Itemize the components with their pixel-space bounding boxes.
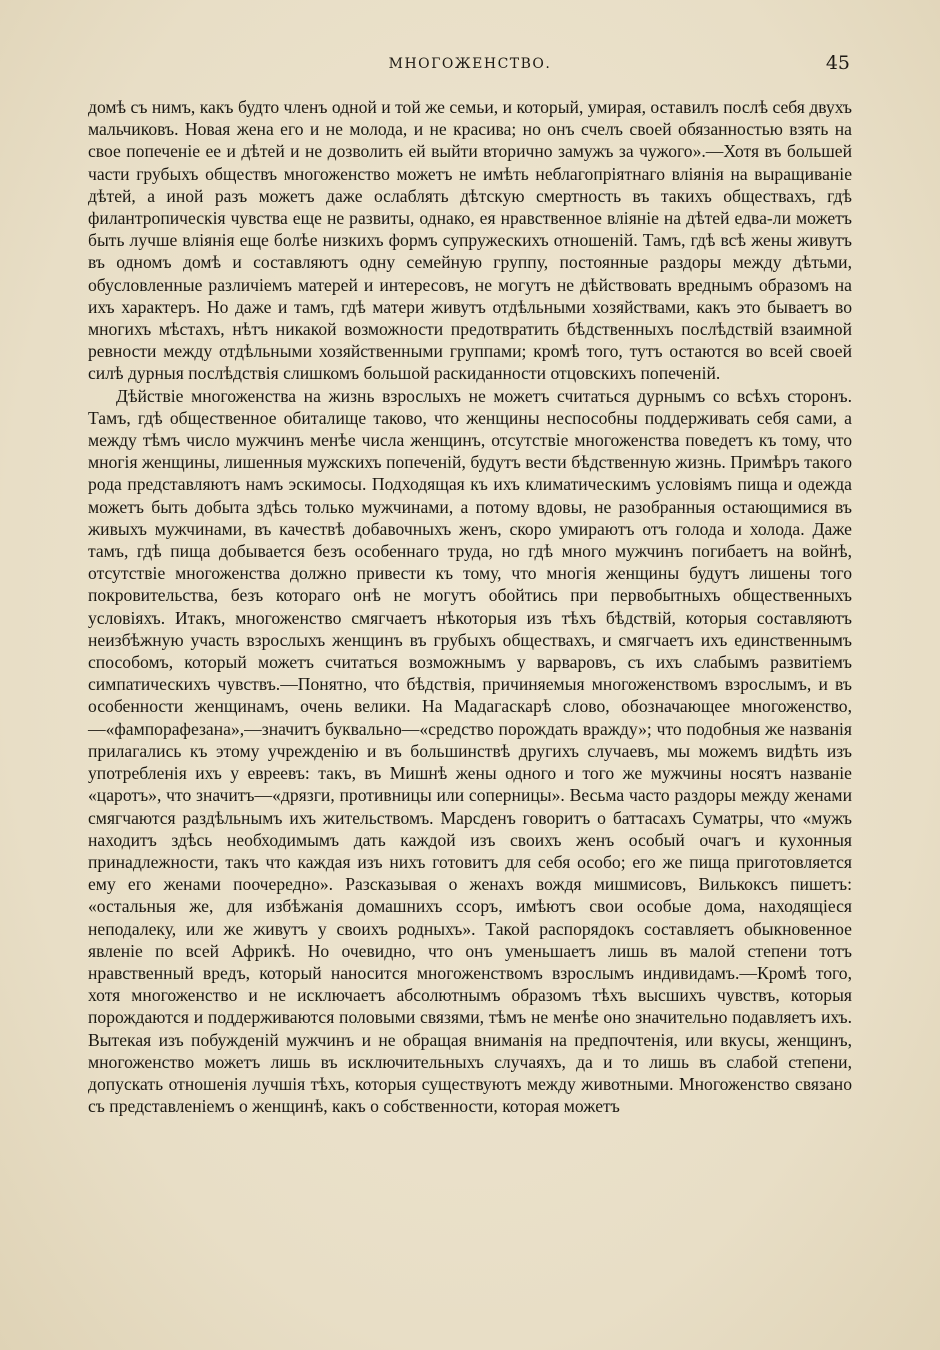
running-head [90, 52, 850, 78]
page-number: 45 [825, 52, 850, 74]
paragraph-continuation: домѣ съ нимъ, какъ будто членъ одной и той же семьи, и который, умирая, оставилъ послѣ себя двухъ мальчиковъ. Новая жена его и не молода, и не красива; но онъ счелъ своей обязанностью взять на свое попеченіе ее и дѣтей и не дозволить ей выйти вторично замужъ за чужого».—Хотя въ большей части грубыхъ обществъ многоженство можетъ не имѣть неблагопріятнаго вліянія на выращиваніе дѣтей, а иной разъ можетъ даже ослаблять дѣтскую смертность въ такихъ обществахъ, гдѣ филантропическія чувства еще не развиты, однако, ея нравственное вліяніе на дѣтей едва-ли можетъ быть лучше вліянія еще болѣе низкихъ формъ супружескихъ отношеній. Тамъ, гдѣ всѣ жены живутъ въ одномъ домѣ и составляютъ одну семейную группу, постоянные раздоры между дѣтьми, обусловленные различіемъ матерей и интересовъ, не могутъ не дѣйствовать вреднымъ образомъ на ихъ характеръ. Но даже и тамъ, гдѣ матери живутъ отдѣльными хозяйствами, какъ это бываетъ во многихъ мѣстахъ, нѣтъ никакой возможности предотвратить бѣдственныхъ послѣдствій взаимной ревности между отдѣльными хозяйственными группами; кромѣ того, тутъ остаются во всей своей силѣ дурныя послѣдствія слишкомъ большой раскиданности отцовскихъ попеченій. [88, 97, 852, 384]
running-title: МНОГОЖЕНСТВО. [388, 56, 552, 72]
paragraph-polygamy-effects-adults: Дѣйствіе многоженства на жизнь взрослыхъ не можетъ считаться дурнымъ со всѣхъ сторонъ. Тамъ, гдѣ общественное обиталище таково, что женщины неспособны поддерживать себя сами, а между тѣмъ число мужчинъ менѣе числа женщинъ, отсутствіе многоженства поведетъ къ тому, что многія женщины, лишенныя мужскихъ попеченій, будутъ вести бѣдственную жизнь. Примѣръ такого рода представляютъ намъ эскимосы. Подходящая къ ихъ климатическимъ условіямъ пища и одежда можетъ быть добыта здѣсь только мужчинами, а потому вдовы, не разобранныя остающимися въ живыхъ мужчинами, въ качествѣ добавочныхъ женъ, скоро умираютъ отъ голода и холода. Даже тамъ, гдѣ пища добывается безъ особеннаго труда, но гдѣ много мужчинъ погибаетъ на войнѣ, отсутствіе многоженства должно привести къ тому, что многія женщины будутъ лишены того покровительства, безъ котораго онѣ не могутъ обойтись при первобытныхъ общественныхъ условіяхъ. Итакъ, многоженство смягчаетъ нѣкоторыя изъ тѣхъ бѣдствій, которыя составляютъ неизбѣжную участь взрослыхъ женщинъ въ грубыхъ обществахъ, и смягчаетъ ихъ единственнымъ способомъ, который можетъ считаться возможнымъ у варваровъ, съ ихъ слабымъ развитіемъ симпатическихъ чувствъ.—Понятно, что бѣдствія, причиняемыя многоженствомъ взрослымъ, и въ особенности женщинамъ, очень велики. На Мадагаскарѣ слово, обозначающее многоженство,—«фампорафезана»,—значитъ буквально—«средство порождать вражду»; что подобныя же названія прилагались къ этому учрежденію и въ большинствѣ другихъ случаевъ, мы можемъ видѣть изъ употребленія ихъ у евреевъ: такъ, въ Мишнѣ жены одного и того же мужчины носятъ названіе «царотъ», что значитъ—«дрязги, противницы или соперницы». Весьма часто раздоры между женами смягчаются раздѣльнымъ ихъ жительствомъ. Марсденъ говоритъ о баттасахъ Суматры, что «мужъ находитъ здѣсь необходимымъ дать каждой изъ своихъ женъ особый очагъ и кухонныя принадлежности, такъ что каждая изъ нихъ готовитъ для себя особо; его же пища приготовляется ему его женами поочередно». Разсказывая о женахъ вождя мишмисовъ, Вилькоксъ пишетъ: «остальныя же, для избѣжанія домашнихъ ссоръ, имѣютъ свои особые дома, находящіеся неподалеку, или же живутъ у своихъ родныхъ». Такой распорядокъ составляетъ обыкновенное явленіе по всей Африкѣ. Но очевидно, что онъ уменьшаетъ лишь въ малой степени тотъ нравственный вредъ, который наносится многоженствомъ взрослымъ индивидамъ.—Кромѣ того, хотя многоженство и не исключаетъ абсолютнымъ образомъ тѣхъ высшихъ чувствъ, которыя порождаются и поддерживаются половыми связями, тѣмъ не менѣе оно значительно подавляетъ ихъ. Вытекая изъ побужденій мужчинъ и не обращая вниманія на предпочтенія, или вкусы, женщинъ, многоженство можетъ лишь въ исключительныхъ случаяхъ, да и то лишь въ слабой степени, допускать отношенія лучшія тѣхъ, которыя существуютъ между животными. Многоженство связано съ представленіемъ о женщинѣ, какъ о собственности, которая можетъ [88, 385, 852, 1117]
body-text [88, 96, 852, 1117]
